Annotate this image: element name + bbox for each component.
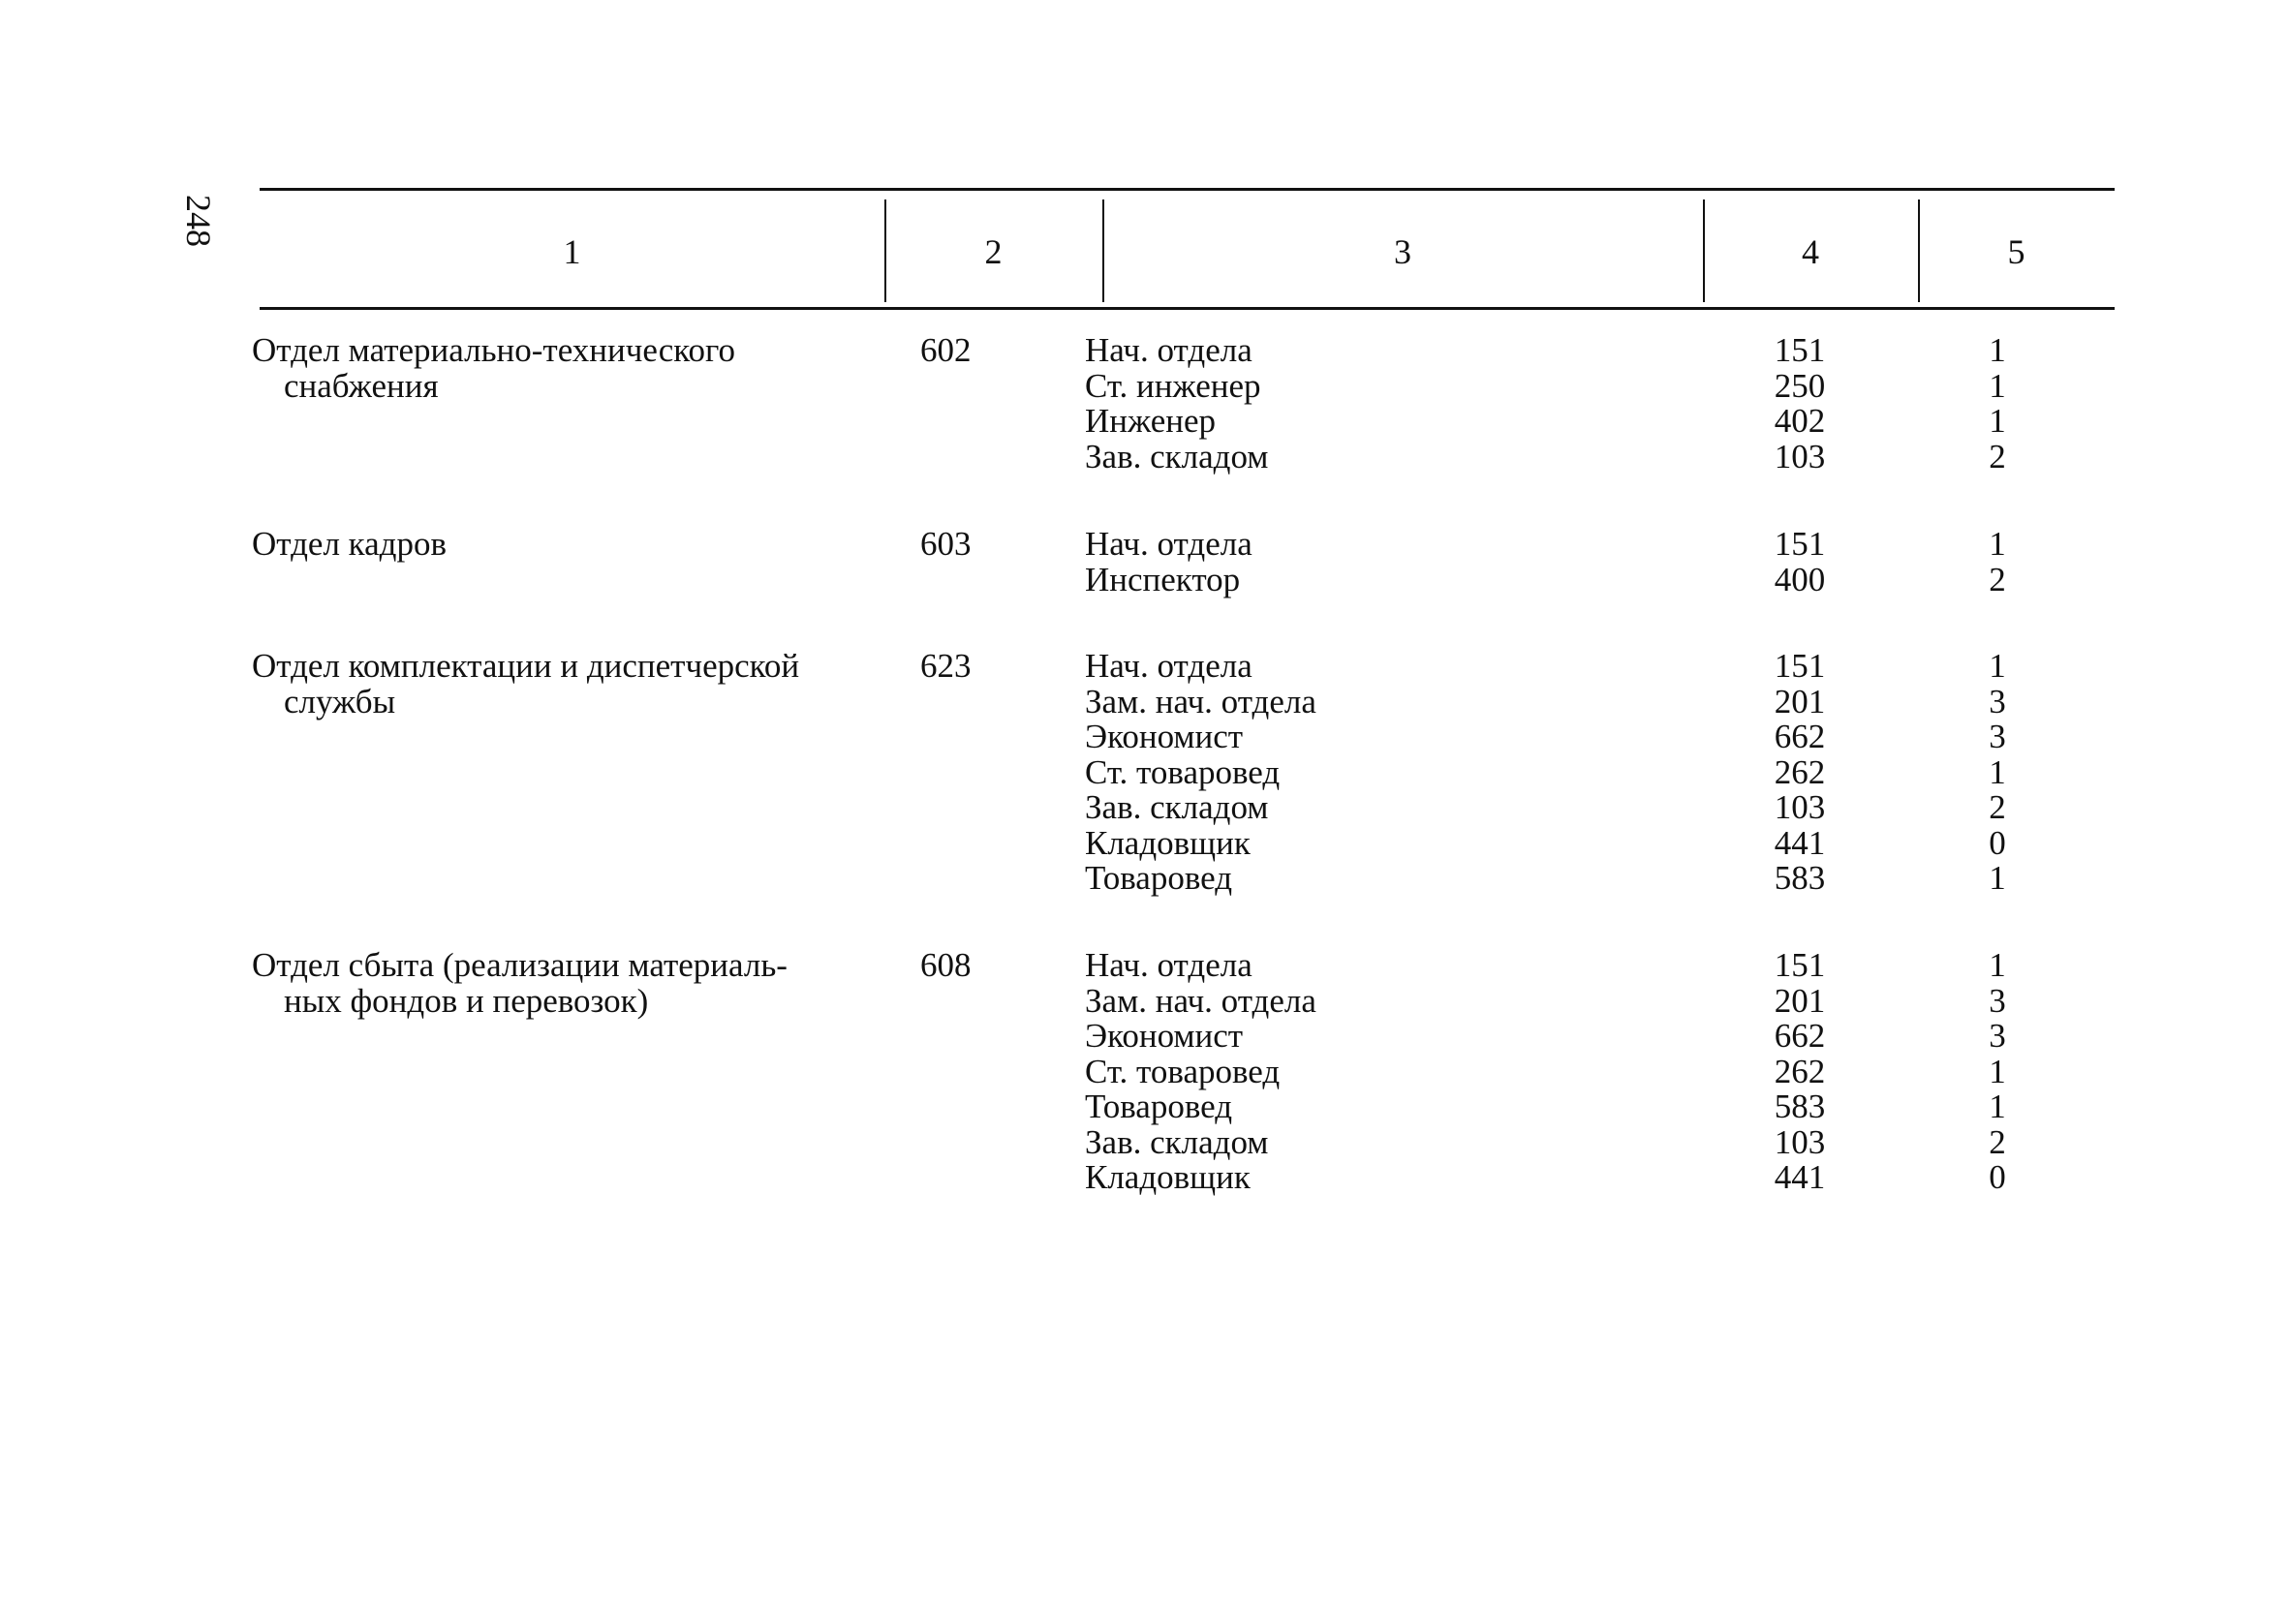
positions-list bbox=[1085, 333, 1589, 475]
col5-value: 1 bbox=[1989, 1052, 2006, 1090]
col4-value: 441 bbox=[1774, 1158, 1826, 1196]
col4-value: 262 bbox=[1774, 1052, 1826, 1090]
position-title: Экономист bbox=[1085, 718, 1244, 755]
col5-value: 1 bbox=[1989, 752, 2006, 791]
position-title: Нач. отдела bbox=[1085, 331, 1252, 369]
department-line: снабжения bbox=[284, 366, 439, 405]
header-col-1: 1 bbox=[563, 232, 581, 271]
col5-values bbox=[1959, 333, 2036, 475]
col4-value: 151 bbox=[1774, 946, 1826, 984]
position-title: Зав. складом bbox=[1085, 1122, 1269, 1161]
position-title: Ст. товаровед bbox=[1085, 752, 1281, 791]
page-number: 248 bbox=[179, 195, 218, 247]
col4-value: 151 bbox=[1774, 647, 1826, 685]
position-title: Кладовщик bbox=[1085, 823, 1251, 862]
table-body bbox=[252, 331, 2115, 1210]
department-line: Отдел кадров bbox=[252, 525, 448, 563]
department-line: Отдел сбыта (реализации материаль- bbox=[252, 946, 788, 984]
department-name bbox=[252, 333, 872, 404]
position-title: Ст. товаровед bbox=[1085, 1052, 1281, 1090]
position-title: Товаровед bbox=[1085, 859, 1233, 897]
col4-value: 151 bbox=[1774, 525, 1826, 563]
header-divider-3 bbox=[1703, 199, 1705, 302]
department-name bbox=[252, 649, 872, 720]
department-line: Отдел материально-технического bbox=[252, 331, 736, 369]
col5-values bbox=[1959, 649, 2036, 897]
department-code: 608 bbox=[920, 946, 972, 984]
col4-value: 151 bbox=[1774, 331, 1826, 369]
col5-value: 0 bbox=[1989, 823, 2006, 862]
col5-value: 1 bbox=[1989, 366, 2006, 405]
position-title: Зав. складом bbox=[1085, 788, 1269, 826]
position-title: Экономист bbox=[1085, 1017, 1244, 1055]
col5-value: 1 bbox=[1989, 525, 2006, 563]
col5-value: 2 bbox=[1989, 437, 2006, 475]
department-code: 602 bbox=[920, 331, 972, 369]
col5-value: 1 bbox=[1989, 946, 2006, 984]
col5-value: 1 bbox=[1989, 859, 2006, 897]
col4-value: 103 bbox=[1774, 788, 1826, 826]
position-title: Кладовщик bbox=[1085, 1158, 1251, 1196]
header-divider-4 bbox=[1918, 199, 1920, 302]
col4-value: 201 bbox=[1774, 981, 1826, 1020]
col4-values bbox=[1742, 948, 1858, 1196]
table-row-group bbox=[252, 946, 2115, 1210]
table-row-group bbox=[252, 647, 2115, 948]
col4-value: 441 bbox=[1774, 823, 1826, 862]
col5-value: 0 bbox=[1989, 1158, 2006, 1196]
header-col-5: 5 bbox=[2007, 232, 2025, 271]
col4-value: 103 bbox=[1774, 1122, 1826, 1161]
col4-value: 400 bbox=[1774, 560, 1826, 598]
col4-value: 201 bbox=[1774, 682, 1826, 720]
col4-value: 402 bbox=[1774, 402, 1826, 440]
position-title: Нач. отдела bbox=[1085, 525, 1252, 563]
department-code: 623 bbox=[920, 647, 972, 685]
department-name bbox=[252, 948, 872, 1019]
table-header-row bbox=[260, 199, 2115, 304]
col5-value: 1 bbox=[1989, 647, 2006, 685]
col4-value: 103 bbox=[1774, 437, 1826, 475]
col4-value: 583 bbox=[1774, 859, 1826, 897]
position-title: Ст. инженер bbox=[1085, 366, 1261, 405]
col4-values bbox=[1742, 649, 1858, 897]
department-line: ных фондов и перевозок) bbox=[284, 981, 649, 1020]
header-col-4: 4 bbox=[1802, 232, 1819, 271]
col4-value: 583 bbox=[1774, 1088, 1826, 1125]
position-title: Инспектор bbox=[1085, 560, 1241, 598]
col5-values bbox=[1959, 948, 2036, 1196]
position-title: Зам. нач. отдела bbox=[1085, 981, 1316, 1020]
position-title: Инженер bbox=[1085, 402, 1217, 440]
col5-value: 2 bbox=[1989, 788, 2006, 826]
col4-value: 250 bbox=[1774, 366, 1826, 405]
position-title: Нач. отдела bbox=[1085, 946, 1252, 984]
table-header-rule bbox=[260, 307, 2115, 310]
col5-values bbox=[1959, 527, 2036, 598]
col5-value: 2 bbox=[1989, 1122, 2006, 1161]
position-title: Нач. отдела bbox=[1085, 647, 1252, 685]
col5-value: 3 bbox=[1989, 682, 2006, 720]
department-code: 603 bbox=[920, 525, 972, 563]
positions-list bbox=[1085, 649, 1589, 897]
table-row-group bbox=[252, 331, 2115, 527]
department-line: Отдел комплектации и диспетчерской bbox=[252, 647, 800, 685]
position-title: Зав. складом bbox=[1085, 437, 1269, 475]
col4-value: 662 bbox=[1774, 718, 1826, 755]
positions-list bbox=[1085, 527, 1589, 598]
header-divider-1 bbox=[884, 199, 886, 302]
header-col-3: 3 bbox=[1394, 232, 1411, 271]
department-name bbox=[252, 527, 872, 563]
col4-values bbox=[1742, 527, 1858, 598]
col5-value: 1 bbox=[1989, 402, 2006, 440]
positions-list bbox=[1085, 948, 1589, 1196]
table-top-rule bbox=[260, 188, 2115, 191]
col5-value: 2 bbox=[1989, 560, 2006, 598]
position-title: Товаровед bbox=[1085, 1088, 1233, 1125]
col5-value: 3 bbox=[1989, 1017, 2006, 1055]
col5-value: 1 bbox=[1989, 1088, 2006, 1125]
position-title: Зам. нач. отдела bbox=[1085, 682, 1316, 720]
col4-values bbox=[1742, 333, 1858, 475]
department-line: службы bbox=[284, 682, 396, 720]
header-col-2: 2 bbox=[984, 232, 1003, 271]
header-divider-2 bbox=[1102, 199, 1104, 302]
col5-value: 1 bbox=[1989, 331, 2006, 369]
col5-value: 3 bbox=[1989, 718, 2006, 755]
col4-value: 262 bbox=[1774, 752, 1826, 791]
table-row-group bbox=[252, 525, 2115, 649]
col5-value: 3 bbox=[1989, 981, 2006, 1020]
col4-value: 662 bbox=[1774, 1017, 1826, 1055]
